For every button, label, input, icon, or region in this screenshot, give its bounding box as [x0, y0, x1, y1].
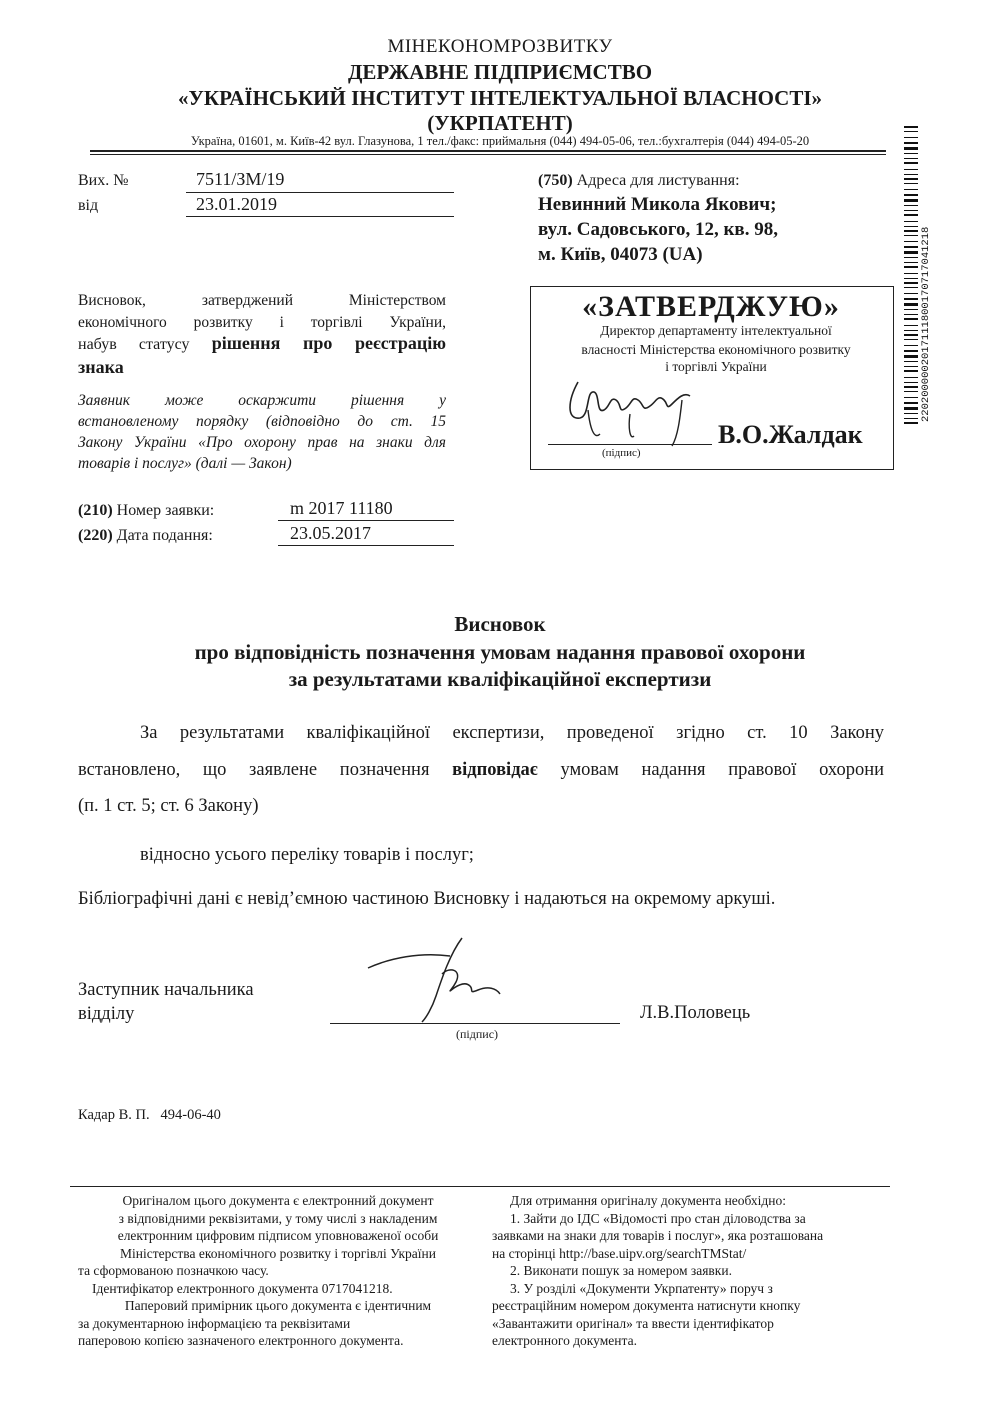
- footer-left-line-3: електронним цифровим підписом уповноваженої особи: [117, 1228, 439, 1243]
- footer-right-line-8: «Завантажити оригінал» та ввести ідентифікатор: [492, 1315, 774, 1331]
- outgoing-date-underline: [186, 216, 454, 217]
- footer-left-line-2: з відповідними реквізитами, у тому числі з накладеним: [118, 1210, 438, 1226]
- outgoing-date-value: 23.01.2019: [196, 194, 277, 214]
- document-title: Висновок: [454, 612, 546, 636]
- body-paragraph-1-line-1: За результатами кваліфікаційної експертизи, проведеної згідно ст. 10 Закону: [140, 723, 884, 743]
- address-code: (750): [538, 172, 573, 189]
- status-note-line-2: економічного розвитку і торгівлі України,: [78, 314, 446, 331]
- footer-left-line-6: Ідентифікатор електронного документа 0717041218.: [92, 1280, 393, 1296]
- approval-stamp-heading: «ЗАТВЕРДЖУЮ»: [582, 290, 840, 323]
- outgoing-date-label: від: [78, 197, 99, 214]
- address-line-2: вул. Садовського, 12, кв. 98,: [538, 219, 778, 240]
- footer-right-line-7: реєстраційним номером документа натиснути кнопку: [492, 1298, 801, 1313]
- status-note-prefix: набув статусу: [78, 336, 212, 353]
- footer-right-line-4: на сторінці http://base.uipv.org/searchTMStat/: [492, 1245, 747, 1261]
- approval-stamp-line-3: і торгівлі України: [665, 359, 767, 374]
- body-paragraph-1-line-3: (п. 1 ст. 5; ст. 6 Закону): [78, 796, 259, 816]
- footer-left-line-7: Паперовий примірник цього документа є ідентичним: [124, 1298, 432, 1313]
- address-line-3: м. Київ, 04073 (UA): [538, 244, 703, 265]
- footer-left-line-8: за документарною інформацією та реквізитами: [78, 1315, 351, 1331]
- institute-name: «УКРАЇНСЬКИЙ ІНСТИТУТ ІНТЕЛЕКТУАЛЬНОЇ ВЛАСНОСТІ»: [177, 86, 823, 110]
- footer-right-line-2: 1. Зайти до ІДС «Відомості про стан діловодства за: [510, 1210, 806, 1226]
- body-text-conforms: відповідає: [452, 760, 538, 780]
- header-rule: [90, 150, 886, 152]
- address-line-1: Невинний Микола Якович;: [538, 194, 777, 215]
- signer-position-line-1: Заступник начальника: [78, 980, 254, 1000]
- barcode-icon: [904, 126, 932, 428]
- application-number-value: m 2017 11180: [290, 498, 393, 518]
- appeal-note-line-4: товарів і послуг» (далі — Закон): [78, 455, 292, 472]
- application-number-text: Номер заявки:: [112, 502, 215, 519]
- footer-right-line-9: електронного документа.: [492, 1333, 637, 1348]
- appeal-note-line-2: встановленому порядку (відповідно до ст. 15: [78, 413, 446, 430]
- appeal-note-line-3: Закону України «Про охорону прав на знаки для: [78, 434, 446, 451]
- application-date-value: 23.05.2017: [290, 523, 371, 543]
- application-date-code: (220): [78, 527, 113, 544]
- address-label-text: Адреса для листування:: [572, 172, 740, 189]
- footer-right-line-3: заявками на знаки для товарів і послуг», яка розташована: [492, 1228, 824, 1243]
- footer-left: [78, 1192, 478, 1350]
- footer-right-line-6: 3. У розділі «Документи Укрпатенту» поруч з: [510, 1280, 773, 1296]
- footer-right-line-5: 2. Виконати пошук за номером заявки.: [510, 1263, 732, 1278]
- footer-left-line-9: паперовою копією зазначеного електронного документа.: [78, 1333, 404, 1348]
- barcode-number: 2202000002017111800170717041218: [920, 226, 932, 422]
- outgoing-number-label: Вих. №: [78, 172, 129, 189]
- status-note-decision: рішення про реєстрацію: [211, 333, 446, 353]
- status-note-mark: знака: [78, 357, 124, 377]
- body-paragraph-3: Бібліографічні дані є невід’ємною частиною Висновку і надаються на окремому аркуші.: [78, 889, 776, 909]
- application-date-text: Дата подання:: [112, 527, 213, 544]
- status-note-line-1: Висновок, затверджений Міністерством: [78, 292, 446, 309]
- signer-name: Л.В.Половець: [640, 1003, 751, 1023]
- footer-left-line-5: та сформованою позначкою часу.: [78, 1263, 269, 1278]
- application-number-code: (210): [78, 502, 113, 519]
- outgoing-number-underline: [186, 192, 454, 193]
- signer-signature-line: [330, 1023, 620, 1024]
- director-signature-caption: (підпис): [602, 447, 641, 459]
- approval-stamp-line-1: Директор департаменту інтелектуальної: [600, 323, 832, 338]
- director-name: В.О.Жалдак: [718, 420, 863, 449]
- application-date-underline: [278, 545, 454, 546]
- institute-short-name: (УКРПАТЕНТ): [427, 111, 573, 135]
- body-paragraph-1-line-2: [78, 760, 884, 781]
- application-number-label: [78, 502, 214, 520]
- enterprise-type: ДЕРЖАВНЕ ПІДПРИЄМСТВО: [347, 60, 653, 84]
- application-date-label: [78, 527, 213, 545]
- director-signature-icon: [560, 370, 720, 450]
- footer-right-line-1: Для отримання оригіналу документа необхідно:: [510, 1193, 786, 1208]
- mailing-address-label: [538, 172, 740, 190]
- signer-signature-caption: (підпис): [456, 1027, 499, 1041]
- document-subtitle-2: за результатами кваліфікаційної експертизи: [288, 667, 712, 691]
- header-rule-thin: [90, 154, 886, 155]
- executor-info: Кадар В. П. 494-06-40: [78, 1107, 221, 1123]
- body-paragraph-2: відносно усього переліку товарів і послуг;: [140, 845, 474, 865]
- body-text-a: встановлено, що заявлене позначення: [78, 760, 453, 780]
- signer-signature-icon: [350, 930, 520, 1025]
- status-note-line-3: [78, 333, 446, 355]
- footer-left-line-1: Оригіналом цього документа є електронний документ: [122, 1193, 434, 1208]
- institute-contacts: Україна, 01601, м. Київ-42 вул. Глазунова, 1 тел./факс: приймальня (044) 494-05-06, тел.:бухгалтерія (044) 494-05-20: [190, 134, 810, 148]
- body-text-b: умовам надання правової охорони: [537, 760, 884, 780]
- outgoing-number-value: 7511/ЗМ/19: [196, 169, 285, 189]
- ministry-name: МІНЕКОНОМРОЗВИТКУ: [387, 36, 613, 57]
- appeal-note-line-1: Заявник може оскаржити рішення у: [78, 392, 446, 409]
- signer-position-line-2: відділу: [78, 1004, 135, 1024]
- document-subtitle-1: про відповідність позначення умовам надання правової охорони: [194, 640, 806, 664]
- footer-right: [492, 1192, 892, 1350]
- footer-left-line-4: Міністерства економічного розвитку і торгівлі України: [120, 1245, 436, 1261]
- footer-rule: [70, 1186, 890, 1187]
- application-number-underline: [278, 520, 454, 521]
- director-signature-line: [548, 444, 712, 445]
- approval-stamp-line-2: власності Міністерства економічного розвитку: [581, 342, 851, 357]
